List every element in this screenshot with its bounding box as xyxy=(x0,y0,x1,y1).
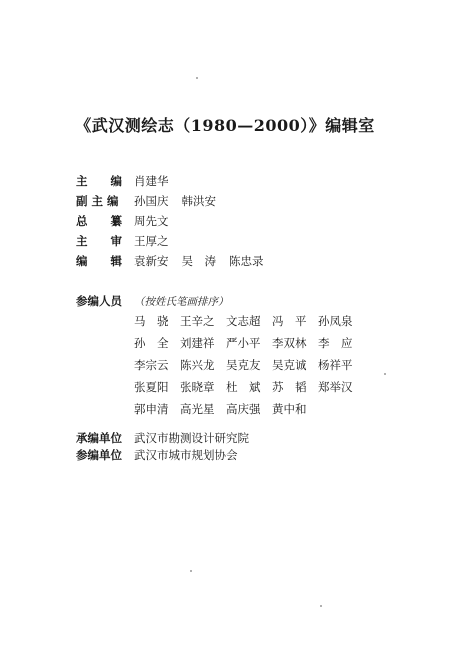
unit-label: 参编单位 xyxy=(76,448,122,462)
staff-role: 编 辑 xyxy=(76,254,122,268)
page-title: 《武汉测绘志（1980—2000）》编辑室 xyxy=(75,116,375,135)
staff-role: 主 编 xyxy=(76,174,122,188)
staff-role: 副 主 编 xyxy=(76,194,119,208)
participant-name: 孙凤泉 xyxy=(318,314,353,328)
participant-name: 刘建祥 xyxy=(180,336,215,350)
staff-role: 总 纂 xyxy=(76,214,122,228)
scan-speck xyxy=(384,373,386,375)
participants-row xyxy=(134,379,364,401)
scan-speck xyxy=(196,77,198,79)
participant-name: 吴克诚 xyxy=(272,358,307,372)
participant-name: 高光星 xyxy=(180,402,215,416)
participant-name: 马 骁 xyxy=(134,314,169,328)
participant-name: 李双林 xyxy=(272,336,307,350)
staff-row-editor-in-chief xyxy=(76,173,169,189)
participant-name: 王辛之 xyxy=(180,314,215,328)
participants-row xyxy=(134,357,364,379)
staff-name: 吴 涛 xyxy=(181,254,216,268)
participant-name: 吴克友 xyxy=(226,358,261,372)
participant-name: 高庆强 xyxy=(226,402,261,416)
participants-row xyxy=(134,401,364,423)
unit-row-compiling xyxy=(76,430,249,446)
participant-name: 杨祥平 xyxy=(318,358,353,372)
staff-row-deputy-editor xyxy=(76,193,216,209)
participant-name: 冯 平 xyxy=(272,314,307,328)
unit-value: 武汉市城市规划协会 xyxy=(134,448,238,462)
staff-row-editors xyxy=(76,253,264,269)
participant-name: 苏 韬 xyxy=(272,380,307,394)
participant-name: 严小平 xyxy=(226,336,261,350)
staff-name: 韩洪安 xyxy=(181,194,216,208)
staff-row-chief-compiler xyxy=(76,213,169,229)
unit-label: 承编单位 xyxy=(76,431,122,445)
scan-speck xyxy=(320,605,322,607)
participant-name: 郑举汉 xyxy=(318,380,353,394)
staff-name: 王厚之 xyxy=(134,234,169,248)
scan-speck xyxy=(190,570,192,572)
participants-row xyxy=(134,313,364,335)
participants-header xyxy=(76,293,229,309)
participants-label: 参编人员 xyxy=(76,294,122,308)
staff-name: 陈忠录 xyxy=(229,254,264,268)
participant-name: 孙 全 xyxy=(134,336,169,350)
participant-name: 陈兴龙 xyxy=(180,358,215,372)
participant-name: 黄中和 xyxy=(272,402,307,416)
staff-name: 孙国庆 xyxy=(134,194,169,208)
staff-row-chief-reviewer xyxy=(76,233,169,249)
unit-row-participating xyxy=(76,447,238,463)
participant-name: 张晓章 xyxy=(180,380,215,394)
staff-name: 袁新安 xyxy=(134,254,169,268)
participants-list xyxy=(134,313,364,423)
staff-role: 主 审 xyxy=(76,234,122,248)
participants-note: （按姓氏笔画排序） xyxy=(134,296,229,308)
participant-name: 杜 斌 xyxy=(226,380,261,394)
staff-name: 肖建华 xyxy=(134,174,169,188)
participant-name: 李 应 xyxy=(318,336,353,350)
unit-value: 武汉市勘测设计研究院 xyxy=(134,431,249,445)
participant-name: 李宗云 xyxy=(134,358,169,372)
participant-name: 文志超 xyxy=(226,314,261,328)
participant-name: 郭申清 xyxy=(134,402,169,416)
participant-name: 张夏阳 xyxy=(134,380,169,394)
participants-row xyxy=(134,335,364,357)
staff-name: 周先文 xyxy=(134,214,169,228)
